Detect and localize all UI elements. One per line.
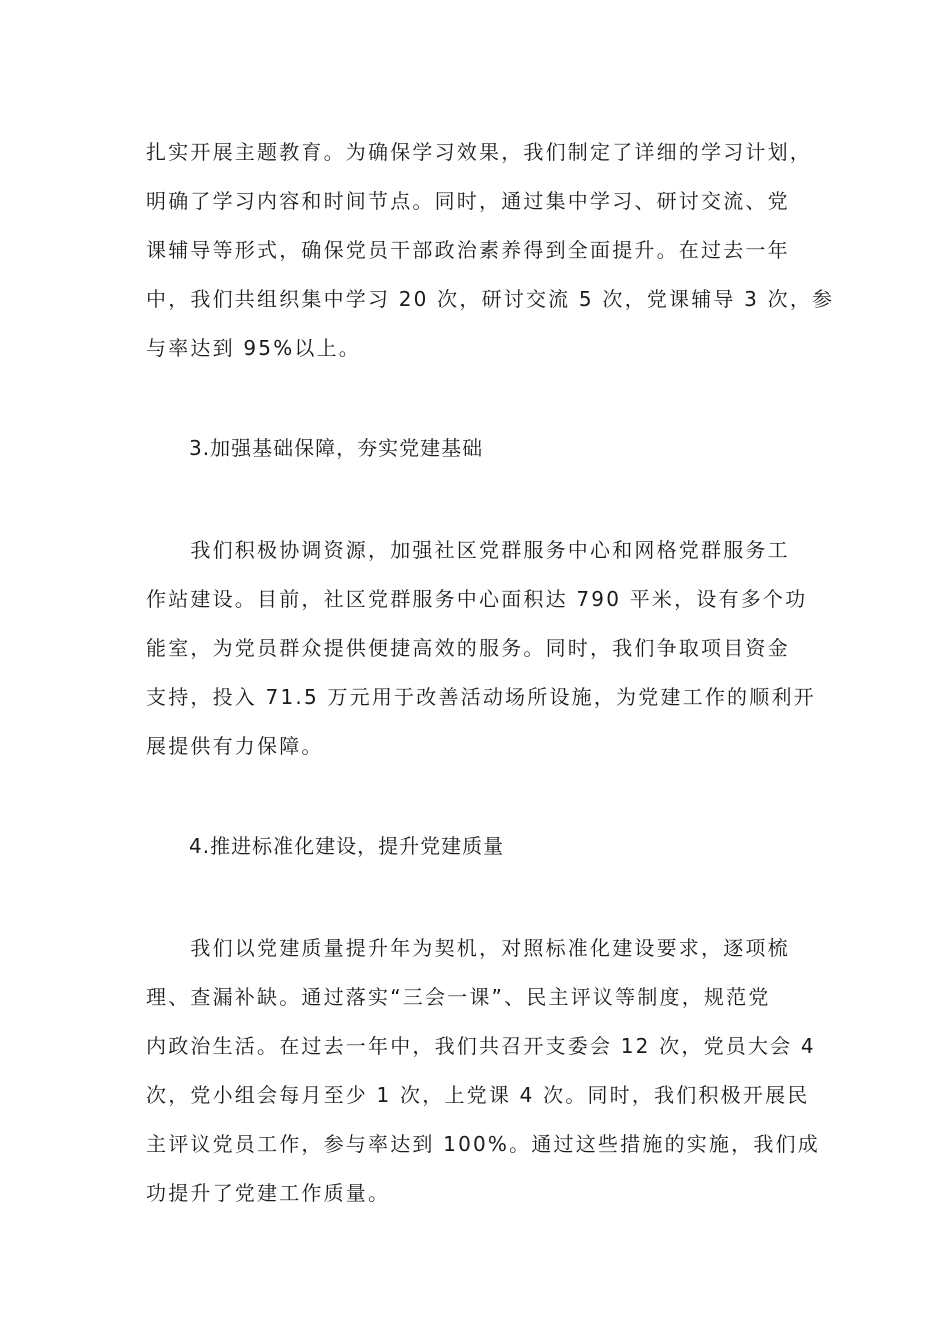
paragraph-standardization [146,924,826,1218]
paragraph-study [146,128,835,373]
section-heading-4: 4.推进标准化建设，提升党建质量 [189,834,505,858]
paragraph-line: 能室，为党员群众提供便捷高效的服务。同时，我们争取项目资金 [146,636,790,660]
paragraph-line: 我们以党建质量提升年为契机，对照标准化建设要求，逐项梳 [146,936,790,960]
paragraph-line: 功提升了党建工作质量。 [146,1181,391,1205]
paragraph-line: 理、查漏补缺。通过落实“三会一课”、民主评议等制度，规范党 [146,985,771,1009]
paragraph-line: 与率达到 95%以上。 [146,336,362,360]
paragraph-line: 课辅导等形式，确保党员干部政治素养得到全面提升。在过去一年 [146,238,790,262]
paragraph-infrastructure [146,526,826,771]
paragraph-line: 次，党小组会每月至少 1 次，上党课 4 次。同时，我们积极开展民 [146,1083,810,1107]
paragraph-line: 我们积极协调资源，加强社区党群服务中心和网格党群服务工 [146,538,790,562]
paragraph-line: 作站建设。目前，社区党群服务中心面积达 790 平米，设有多个功 [146,587,808,611]
paragraph-line: 主评议党员工作，参与率达到 100%。通过这些措施的实施，我们成 [146,1132,820,1156]
paragraph-line: 扎实开展主题教育。为确保学习效果，我们制定了详细的学习计划， [146,140,812,164]
section-heading-3: 3.加强基础保障，夯实党建基础 [189,436,484,460]
paragraph-line: 中，我们共组织集中学习 20 次，研讨交流 5 次，党课辅导 3 次，参 [146,287,835,311]
paragraph-line: 明确了学习内容和时间节点。同时，通过集中学习、研讨交流、党 [146,189,790,213]
paragraph-line: 支持，投入 71.5 万元用于改善活动场所设施，为党建工作的顺利开 [146,685,816,709]
paragraph-line: 内政治生活。在过去一年中，我们共召开支委会 12 次，党员大会 4 [146,1034,816,1058]
paragraph-line: 展提供有力保障。 [146,734,324,758]
